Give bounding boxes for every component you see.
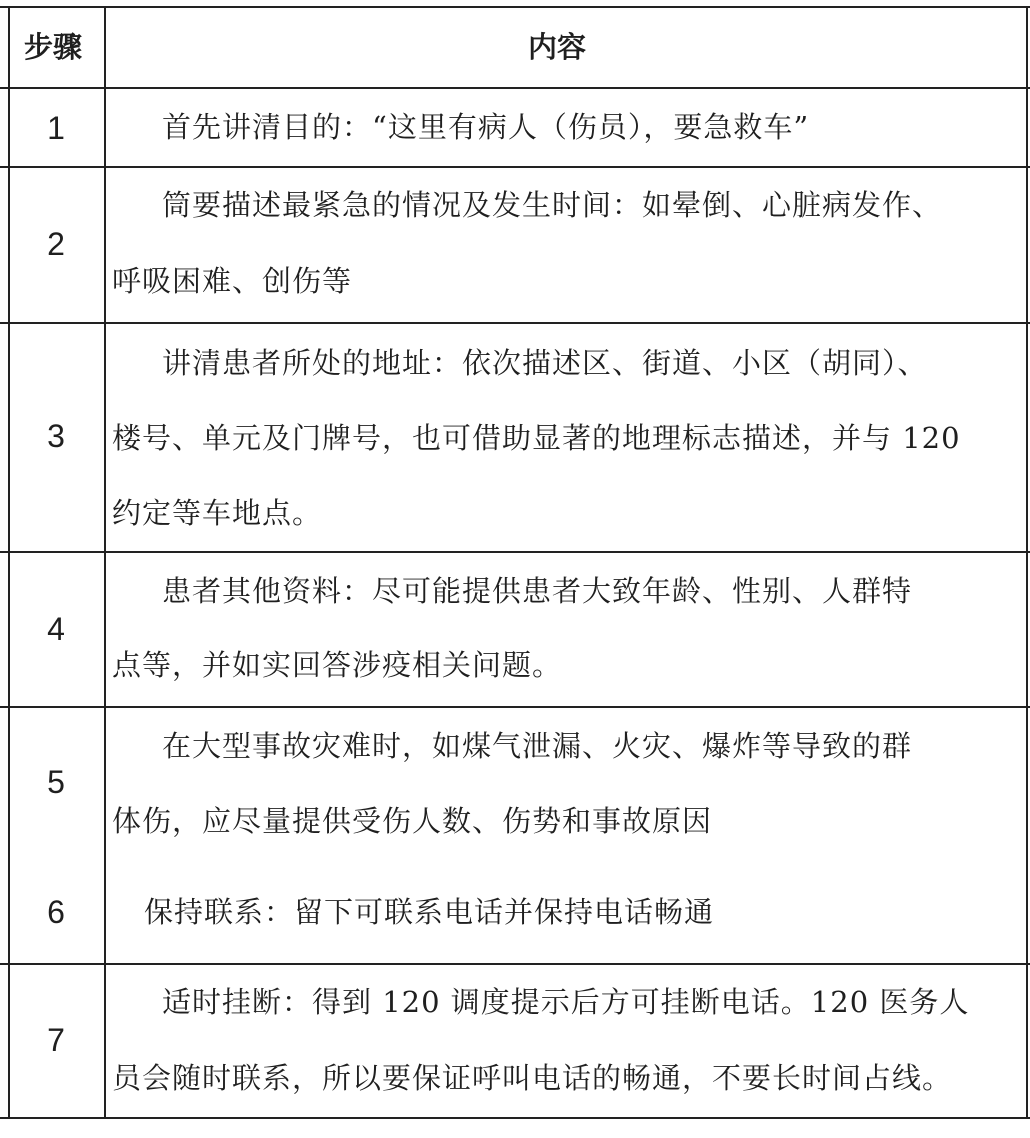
step-content-line: 体伤，应尽量提供受伤人数、伤势和事故原因 [112, 804, 713, 838]
step-number: 2 [47, 226, 65, 262]
column-divider [104, 6, 106, 1118]
step-number: 4 [47, 611, 65, 647]
step-content-line: 点等，并如实回答涉疫相关问题。 [112, 648, 563, 682]
row-divider [0, 963, 1030, 965]
row-divider [0, 322, 1030, 324]
step-content-line: 首先讲清目的：“这里有病人（伤员），要急救车” [162, 110, 810, 144]
step-content-line: 筒要描述最紧急的情况及发生时间：如晕倒、心脏病发作、 [162, 188, 943, 222]
step-number: 6 [47, 894, 65, 930]
row-divider [0, 87, 1030, 89]
step-content-line: 呼吸困难、创伤等 [112, 264, 353, 298]
step-content-line: 适时挂断：得到 120 调度提示后方可挂断电话。120 医务人 [162, 985, 970, 1019]
row-divider [0, 706, 1030, 708]
table-border-right [1026, 6, 1028, 1118]
step-content-line: 楼号、单元及门牌号，也可借助显著的地理标志描述，并与 120 [112, 421, 961, 455]
step-number: 3 [47, 418, 65, 454]
step-content-line: 约定等车地点。 [112, 496, 323, 530]
step-content-line: 患者其他资料：尽可能提供患者大致年龄、性别、人群特 [162, 574, 913, 608]
row-divider [0, 551, 1030, 553]
step-content-line: 保持联系：留下可联系电话并保持电话畅通 [144, 895, 715, 929]
step-number: 5 [47, 764, 65, 800]
table-border-bottom [0, 1117, 1030, 1119]
table-border-left [8, 6, 10, 1118]
row-divider [0, 166, 1030, 168]
step-content-line: 员会随时联系，所以要保证呼叫电话的畅通，不要长时间占线。 [112, 1061, 953, 1095]
table-border-top [0, 6, 1030, 8]
header-step: 步骤 [24, 30, 83, 64]
step-content-line: 讲清患者所处的地址：依次描述区、街道、小区（胡同）、 [162, 346, 928, 380]
step-content-line: 在大型事故灾难时，如煤气泄漏、火灾、爆炸等导致的群 [162, 729, 913, 763]
header-content: 内容 [528, 30, 587, 64]
step-number: 7 [47, 1022, 65, 1058]
step-number: 1 [47, 110, 65, 146]
